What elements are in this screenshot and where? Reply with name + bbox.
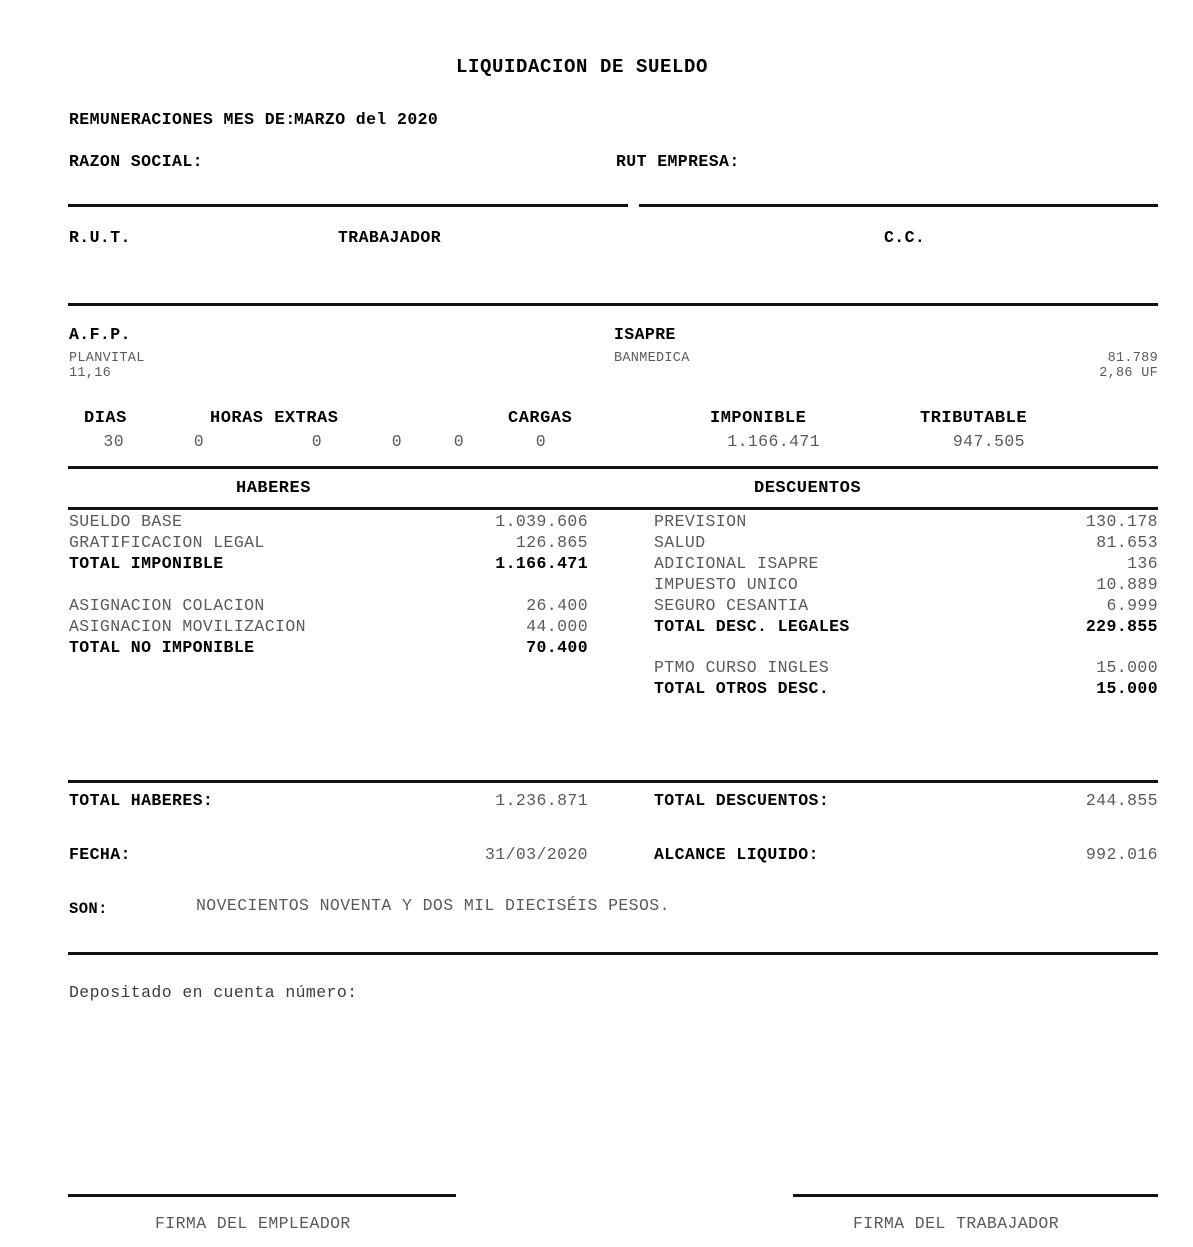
signature-line-worker [793,1194,1158,1197]
page-title: LIQUIDACION DE SUELDO [456,56,709,78]
isapre-name: BANMEDICA [614,351,690,366]
haberes-row-value: 44.000 [526,617,588,636]
descuentos-total-otros-value: 15.000 [1096,679,1158,698]
total-haberes-value: 1.236.871 [495,791,588,810]
summary-header-horas-extras: HORAS EXTRAS [210,409,339,428]
haberes-row-value: 1.039.606 [495,512,588,531]
summary-value-he1: 0 [193,432,204,451]
afp-name: PLANVITAL [69,351,145,366]
haberes-row-label: ASIGNACION COLACION [69,596,265,615]
divider-worker [68,303,1158,306]
divider-totals-top [68,780,1158,783]
descuentos-header: DESCUENTOS [754,479,862,498]
descuentos-row-label: SEGURO CESANTIA [654,596,809,615]
total-descuentos-value: 244.855 [1085,791,1158,810]
descuentos-row-value: 15.000 [1096,658,1158,677]
haberes-row-label: SUELDO BASE [69,512,183,531]
summary-value-he3: 0 [391,432,402,451]
haberes-total-no-imponible-label: TOTAL NO IMPONIBLE [69,638,255,657]
isapre-amount: 81.789 [1107,351,1158,366]
descuentos-row-value: 136 [1127,554,1158,573]
descuentos-row-label: PTMO CURSO INGLES [654,658,830,677]
fecha-label: FECHA: [69,845,131,864]
divider-columns [68,507,1158,510]
period-value: MARZO del 2020 [294,110,439,129]
descuentos-total-legales-value: 229.855 [1085,617,1158,636]
haberes-row-value: 126.865 [515,533,588,552]
worker-rut-label: R.U.T. [69,228,131,247]
haberes-total-no-imponible-value: 70.400 [526,638,588,657]
isapre-label: ISAPRE [614,325,676,344]
summary-header-dias: DIAS [84,409,127,428]
total-haberes-label: TOTAL HABERES: [69,791,214,810]
divider-totals-bottom [68,952,1158,955]
signature-label-worker: FIRMA DEL TRABAJADOR [853,1214,1060,1233]
descuentos-row-label: IMPUESTO UNICO [654,575,799,594]
summary-header-cargas: CARGAS [508,409,573,428]
total-descuentos-label: TOTAL DESCUENTOS: [654,791,830,810]
isapre-uf: 2,86 UF [1099,366,1158,381]
divider-notch [628,204,639,207]
descuentos-row-label: ADICIONAL ISAPRE [654,554,819,573]
summary-value-tributable: 947.505 [952,432,1025,451]
haberes-total-imponible-label: TOTAL IMPONIBLE [69,554,224,573]
descuentos-row-value: 130.178 [1085,512,1158,531]
signature-label-employer: FIRMA DEL EMPLEADOR [155,1214,351,1233]
haberes-row-value: 26.400 [526,596,588,615]
summary-value-imponible: 1.166.471 [727,432,820,451]
afp-label: A.F.P. [69,325,131,344]
worker-cc-label: C.C. [884,228,926,247]
summary-value-dias: 30 [103,432,124,451]
son-value: NOVECIENTOS NOVENTA Y DOS MIL DIECISÉIS PESOS. [196,896,670,915]
summary-value-cargas: 0 [535,432,546,451]
descuentos-row-label: SALUD [654,533,706,552]
period-label: REMUNERACIONES MES DE: [69,110,296,129]
descuentos-row-label: PREVISION [654,512,747,531]
rut-empresa-label: RUT EMPRESA: [616,152,740,171]
afp-rate: 11,16 [69,366,112,381]
descuentos-total-otros-label: TOTAL OTROS DESC. [654,679,830,698]
summary-value-he4: 0 [453,432,464,451]
haberes-row-label: GRATIFICACION LEGAL [69,533,265,552]
alcance-liquido-value: 992.016 [1085,845,1158,864]
descuentos-row-value: 6.999 [1106,596,1158,615]
son-label: SON: [69,900,108,918]
summary-header-imponible: IMPONIBLE [710,409,807,428]
haberes-total-imponible-value: 1.166.471 [495,554,588,573]
signature-line-employer [68,1194,456,1197]
fecha-value: 31/03/2020 [484,845,588,864]
summary-header-tributable: TRIBUTABLE [920,409,1028,428]
divider-summary [68,466,1158,469]
haberes-row-label: ASIGNACION MOVILIZACION [69,617,306,636]
haberes-header: HABERES [236,479,311,498]
summary-value-he2: 0 [311,432,322,451]
descuentos-total-legales-label: TOTAL DESC. LEGALES [654,617,850,636]
divider-company [68,204,1158,207]
descuentos-row-value: 10.889 [1096,575,1158,594]
alcance-liquido-label: ALCANCE LIQUIDO: [654,845,819,864]
razon-social-label: RAZON SOCIAL: [69,152,203,171]
deposit-account-label: Depositado en cuenta número: [69,983,358,1002]
worker-name-label: TRABAJADOR [338,228,442,247]
descuentos-row-value: 81.653 [1096,533,1158,552]
